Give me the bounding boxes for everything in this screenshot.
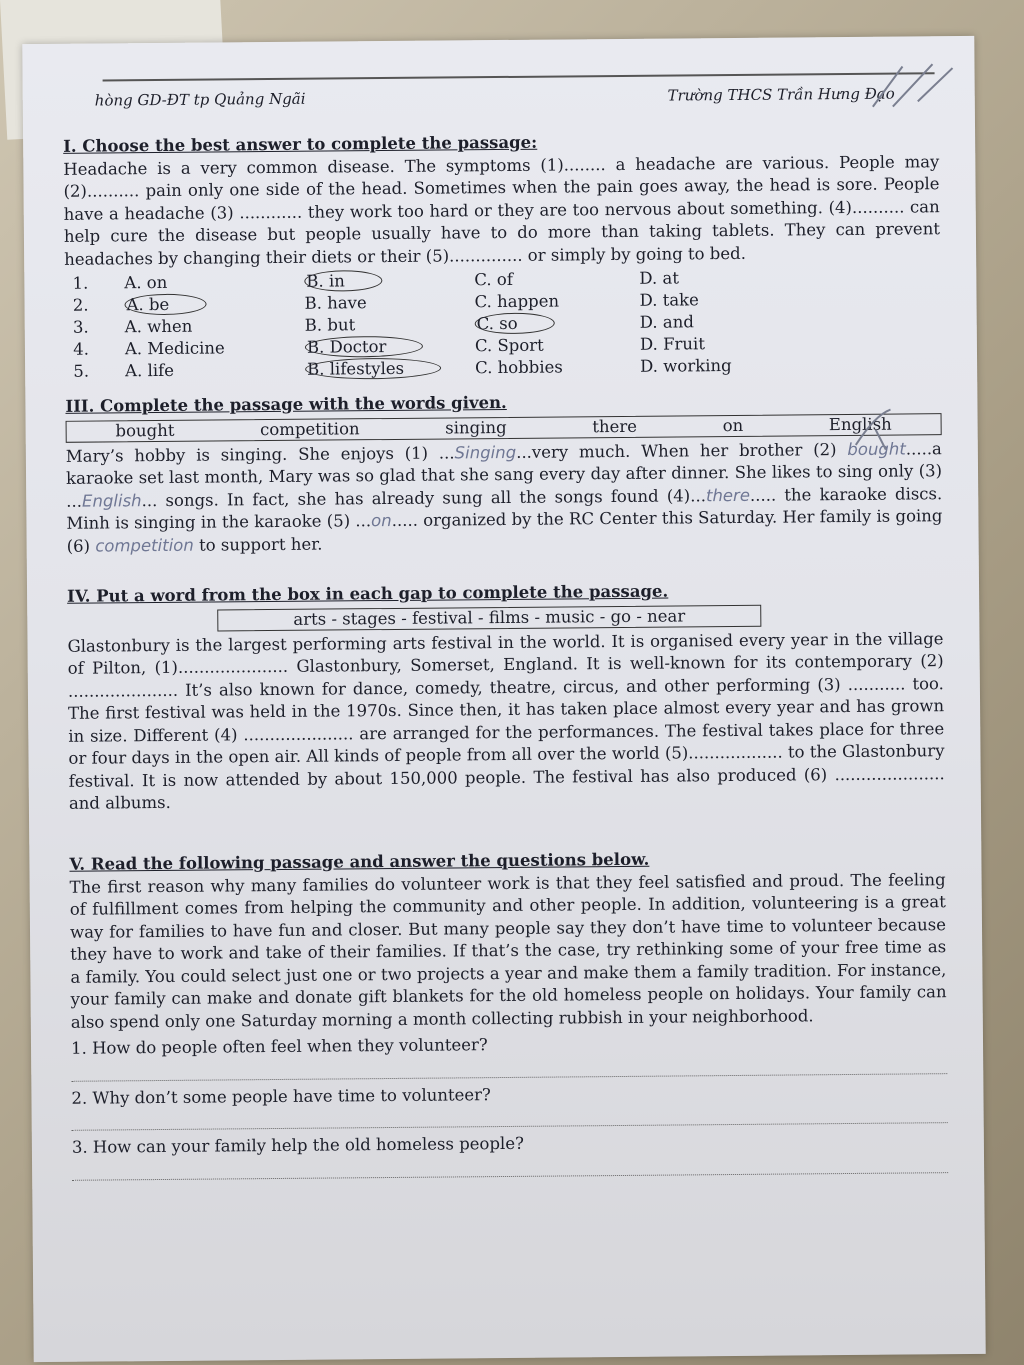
word-item: bought (115, 420, 175, 440)
handwritten-answer[interactable]: there (705, 485, 751, 505)
circled-answer[interactable]: B. Doctor (305, 336, 424, 358)
handwritten-answer[interactable]: on (371, 510, 392, 531)
passage-text: The first reason why many families do volunteer work is that they feel satisfied and proud. The feeling of fulfillment comes from helping the community and other people. In addition, volunteering is a great way for families to have fun and closer. But many people say they don’t have time to volunteer because they have to work and take of their families. If that’s the case, try rethinking some of your free time as a family. You could select just one or two projects a year and make them a family tradition. For instance, your family can make and donate gift blankets for the old homeless people on holidays. Your family can also spend only one Saturday morning a month collecting rubbish in your neighborhood. (69, 869, 947, 1032)
section-title: I. Choose the best answer to complete the passage: (63, 132, 538, 156)
passage-text: Headache is a very common disease. The symptoms (1)........ a headache are various. People may (2).......... pain only one side of the head. Sometimes when the pain goes away, the head is sore. People have a headache (3) ............ they work too hard or they are too nervous about something. (4).......... can help cure the disease but people usually have to do more than taking tablets. They can prevent headaches by changing their diets or their (5).............. or simply by going to bed. (63, 151, 940, 269)
circled-answer[interactable]: A. be (124, 294, 206, 316)
header-right: Trường THCS Trần Hưng Đạo (667, 84, 895, 105)
section-word-box-gaps (67, 578, 945, 815)
circled-answer[interactable]: C. so (475, 313, 555, 335)
question-3: 3. How can your family help the old homeless people? (72, 1129, 948, 1180)
word-item: on (722, 415, 744, 435)
options-table (64, 265, 941, 383)
word-item: English (828, 414, 892, 434)
section-multiple-choice (63, 128, 941, 383)
option-row: 1. A. on B. in C. of D. at (72, 268, 680, 293)
handwritten-answer[interactable]: bought (847, 438, 906, 459)
option-row: 2. A. be B. have C. happen D. take (72, 290, 699, 315)
word-item: competition (259, 418, 360, 439)
page-header (94, 84, 895, 110)
passage-text: Mary’s hobby is singing. She enjoys (1) ...Singing...very much. When her brother (2) bought.....a karaoke set last month, Mary was so glad that she sang every day after dinner. She likes to sing only (3) ...English... songs. In fact, she has already sung all the songs found (4)...there..... the karaoke discs. Minh is singing in the karaoke (5) ...on..... organized by the RC Center this Saturday. Her family is going (6) competition to support her. (65, 438, 943, 556)
option-row: 5. A. life B. lifestyles C. hobbies D. working (73, 356, 732, 381)
word-item: there (592, 416, 638, 436)
section-reading (69, 846, 948, 1186)
section-title: IV. Put a word from the box in each gap to complete the passage. (67, 581, 669, 606)
circled-answer[interactable]: B. lifestyles (305, 358, 441, 380)
option-row: 4. A. Medicine B. Doctor C. Sport D. Fruit (73, 334, 706, 359)
handwritten-answer[interactable]: competition (95, 535, 194, 556)
section-fill-words (65, 388, 942, 558)
header-rule (103, 72, 935, 81)
word-list: arts - stages - festival - films - music - go - near (293, 605, 686, 629)
word-item: singing (445, 417, 507, 438)
option-row: 3. A. when B. but C. so D. and (72, 312, 694, 337)
handwritten-answer[interactable]: Singing (454, 442, 517, 462)
question-2: 2. Why don’t some people have time to volunteer? (71, 1080, 947, 1131)
header-left: hòng GD-ĐT tp Quảng Ngãi (94, 89, 306, 110)
question-1: 1. How do people often feel when they volunteer? (71, 1030, 947, 1081)
section-title: V. Read the following passage and answer the questions below. (69, 849, 650, 874)
word-box (217, 604, 761, 631)
circled-answer[interactable]: B. in (304, 270, 382, 292)
handwritten-answer[interactable]: English (81, 490, 142, 511)
section-title: III. Complete the passage with the words given. (65, 392, 507, 416)
worksheet-page (22, 36, 985, 1362)
passage-text: Glastonbury is the largest performing arts festival in the world. It is organised every year in the village of Pilton, (1)..................... Glastonbury, Somerset, England. It is well-known for its contemporary (2) ..................... It’s also known for dance, comedy, theatre, circus, and other performing (3) ........... too. The first festival was held in the 1970s. Since then, it has taken place almost every year and has grown in size. Different (4) ..................... are arranged for the performances. The festival takes place for three or four days in the open air. All kinds of people from all over the world (5).................. to the Glastonbury festival. It is now attended by about 150,000 people. The festival has also produced (6) ..................... and albums. (67, 628, 945, 813)
